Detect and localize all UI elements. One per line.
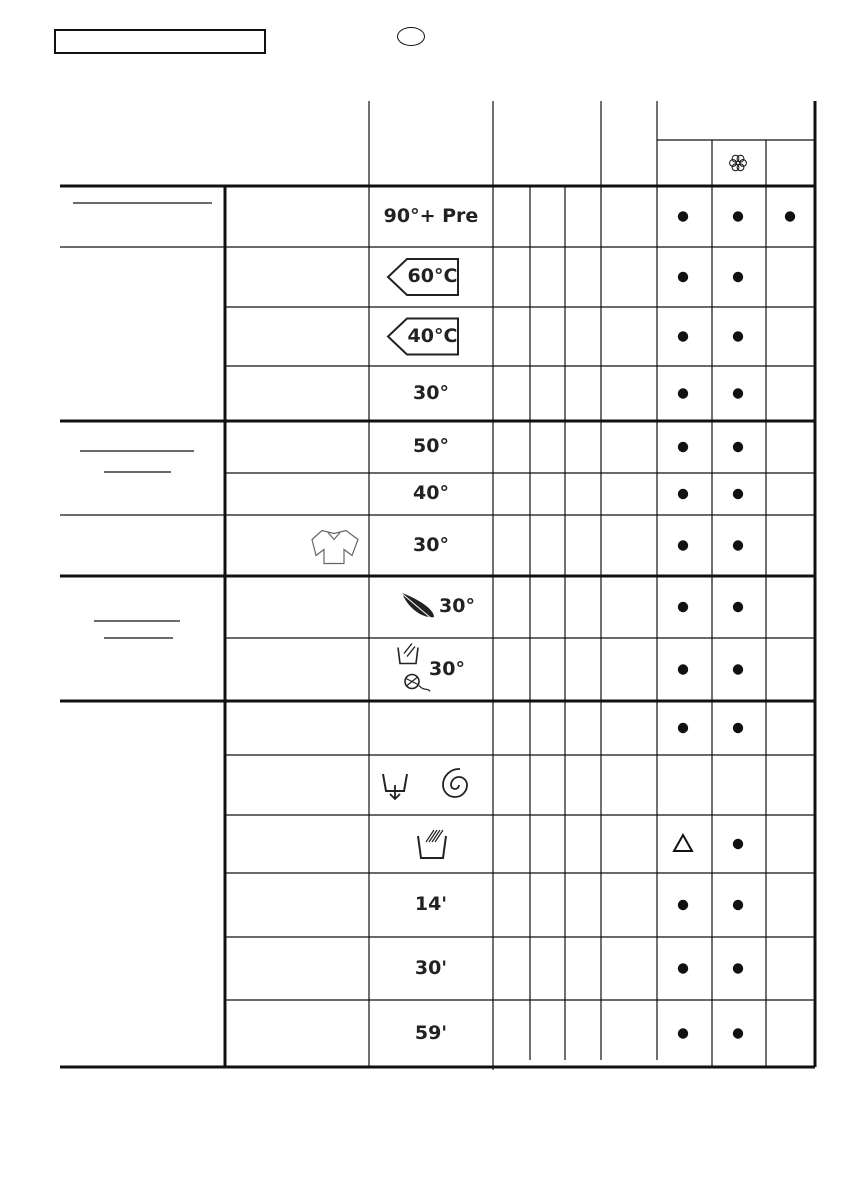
mark-dot (733, 602, 743, 612)
mark-dot (678, 1028, 688, 1038)
rinse-icon (418, 830, 446, 858)
shirt-outline (312, 531, 358, 564)
temperature-label: 90°+ Pre (383, 204, 479, 227)
hand (404, 644, 415, 657)
mark-dot (678, 664, 688, 674)
feather-icon (399, 591, 434, 619)
mark-dot (678, 723, 688, 733)
mark-dot (733, 489, 743, 499)
yarn-thread (406, 678, 418, 686)
temperature-label: 40°C (407, 324, 458, 347)
mark-dot (678, 963, 688, 973)
duration-label: 30' (414, 956, 448, 979)
mark-dot (733, 388, 743, 398)
temperature-label: 30° (439, 595, 475, 617)
mark-dot (733, 664, 743, 674)
temperature-label: 30° (413, 381, 449, 404)
mark-dot (733, 839, 743, 849)
mark-dot (733, 211, 743, 221)
mark-dot (678, 540, 688, 550)
mark-dot (733, 723, 743, 733)
mark-dot (733, 540, 743, 550)
drain-icon (383, 774, 407, 799)
mark-dot (678, 489, 688, 499)
temperature-label: 30° (429, 657, 465, 680)
yarn-tail (419, 686, 430, 692)
mark-dot (678, 272, 688, 282)
feather-shape (402, 593, 434, 617)
mark-dot (785, 211, 795, 221)
mark-dot (678, 900, 688, 910)
mark-dot (733, 272, 743, 282)
flower-icon (730, 155, 747, 170)
spin-icon (443, 769, 467, 797)
temperature-label: 50° (413, 435, 449, 457)
mark-dot (733, 1028, 743, 1038)
temperature-label: 60°C (407, 265, 458, 287)
spin-spiral (443, 769, 467, 797)
mark-dot (733, 442, 743, 452)
duration-label: 59' (414, 1021, 448, 1044)
temperature-label: 30° (413, 533, 449, 556)
mark-dot (678, 211, 688, 221)
mark-dot (733, 963, 743, 973)
temperature-label: 40° (413, 482, 449, 504)
rinse-basin (418, 836, 446, 858)
mark-dot (678, 388, 688, 398)
mark-dot (733, 900, 743, 910)
mark-dot (678, 331, 688, 341)
mark-dot (733, 331, 743, 341)
mark-dot (678, 442, 688, 452)
mark-dot (678, 602, 688, 612)
shirt-icon (312, 531, 358, 564)
duration-label: 14' (414, 893, 448, 915)
mark-triangle (674, 835, 692, 851)
feather-quill (399, 591, 432, 619)
handwash-icon (398, 644, 418, 664)
